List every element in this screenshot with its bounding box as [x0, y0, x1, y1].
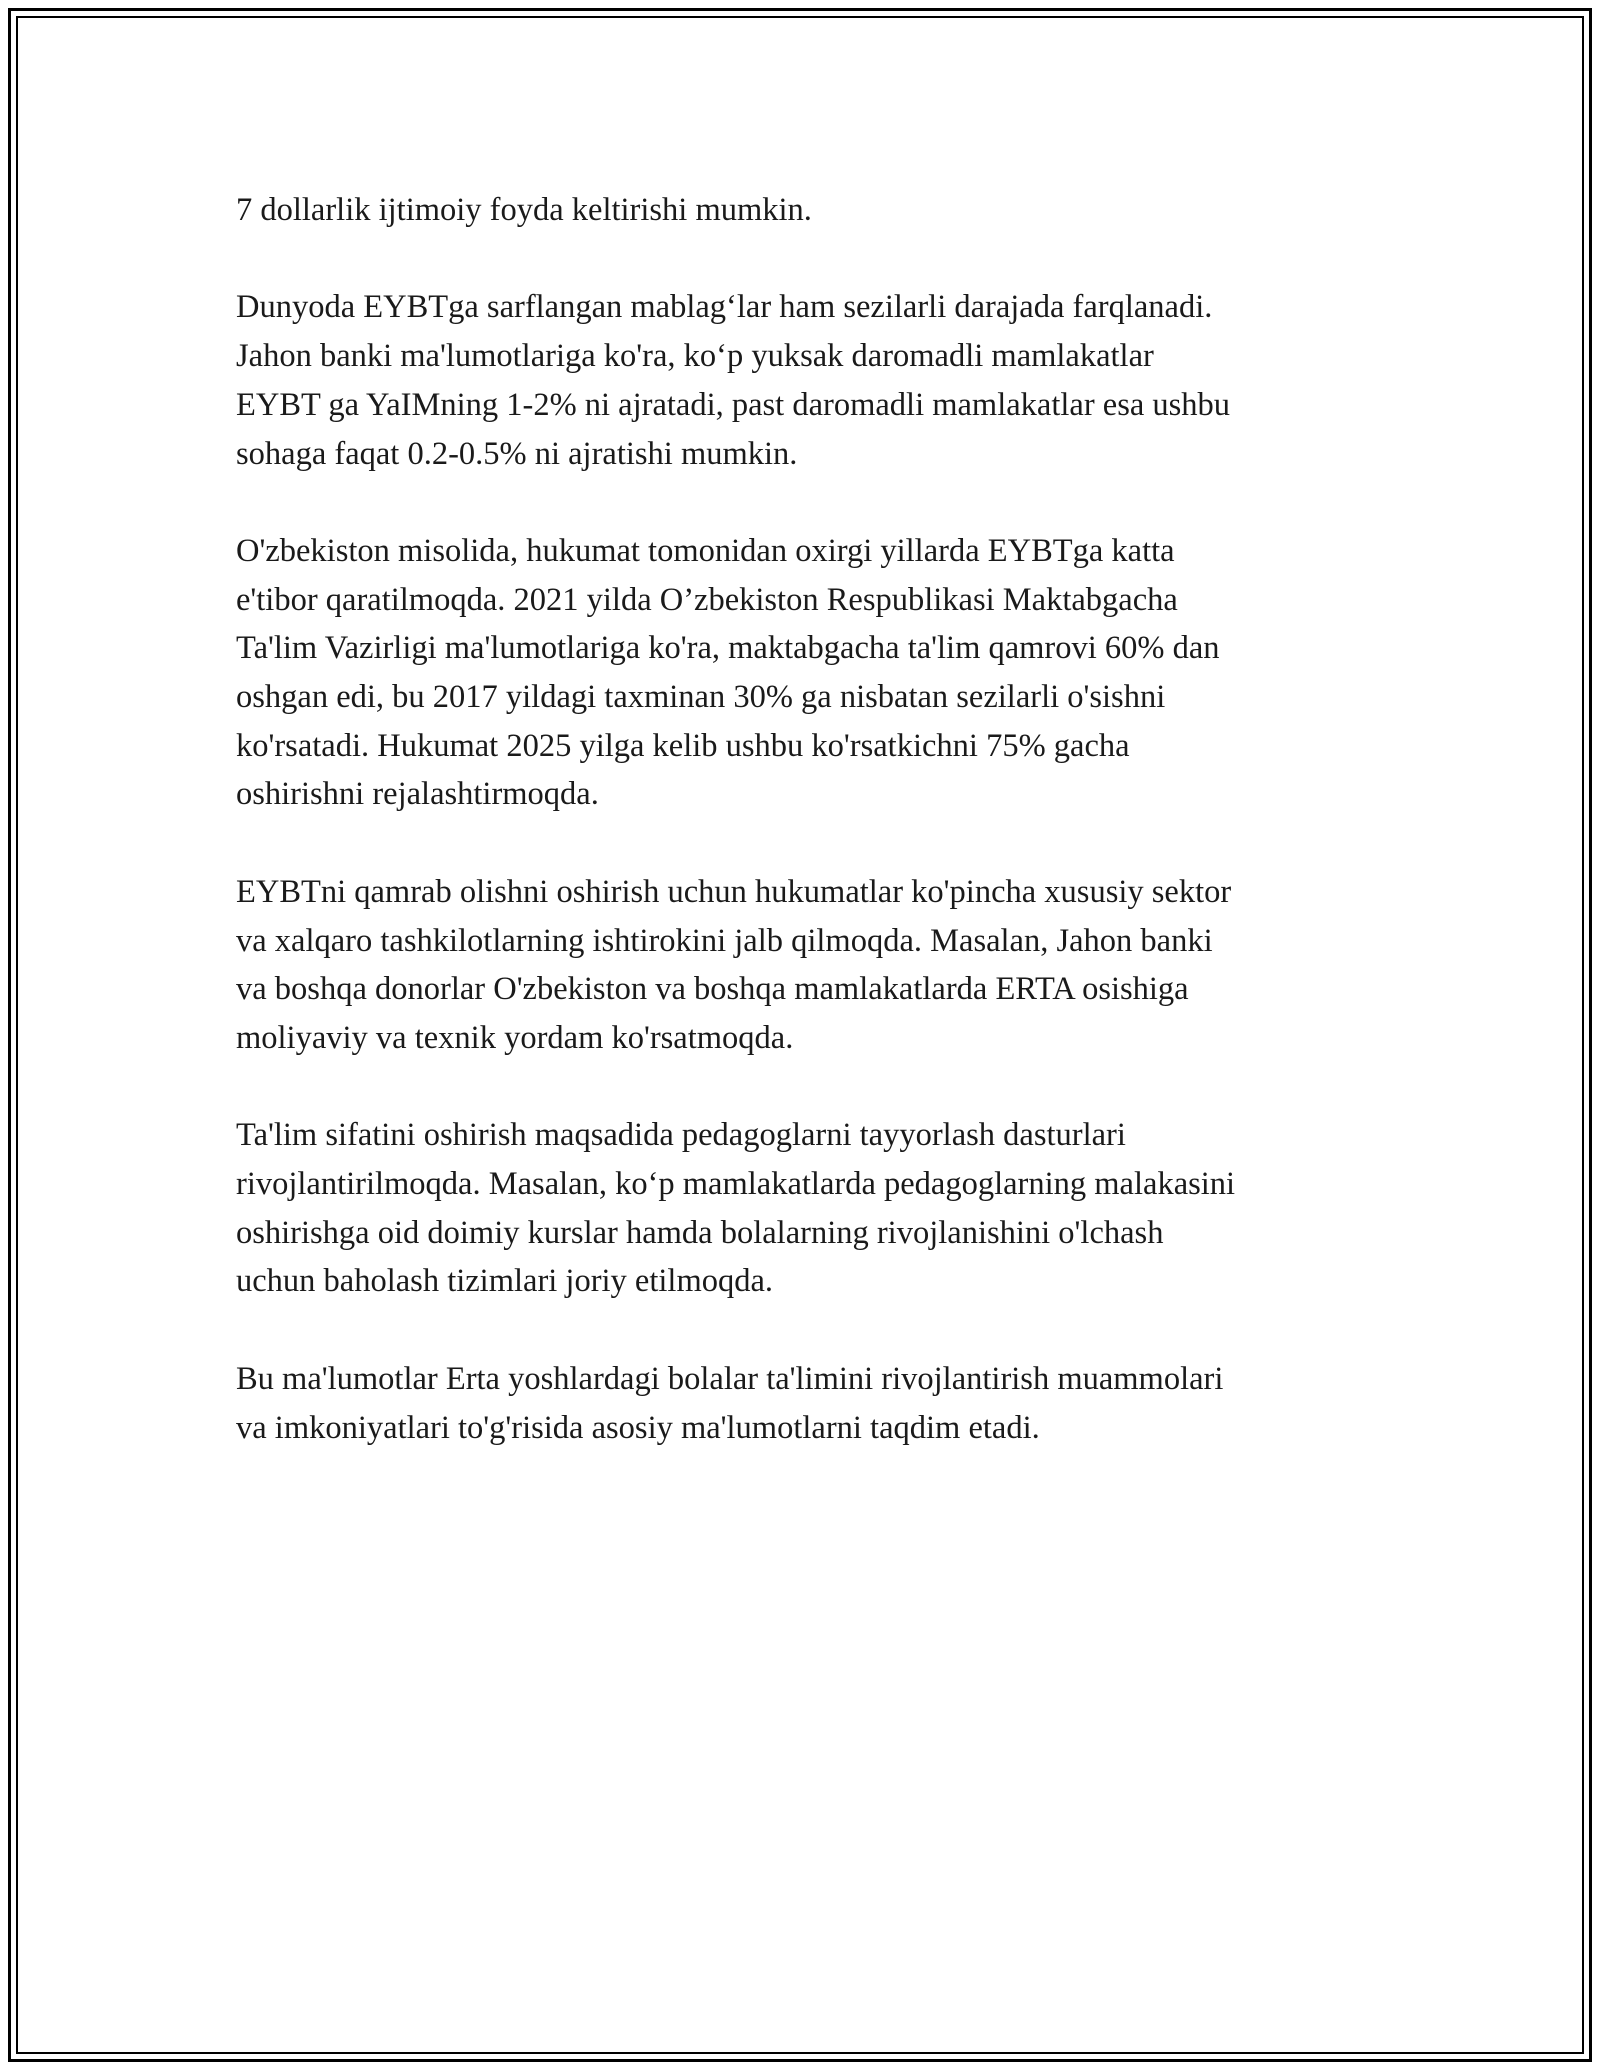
paragraph-5: Ta'lim sifatini oshirish maqsadida pedagoglarni tayyorlash dasturlari rivojlantirilmoqda. Masalan, ko‘p mamlakatlarda pedagoglarning malakasini oshirishga oid doimiy kurslar hamda bolalarning rivojlanishini o'lchash uchun baholash tizimlari joriy etilmoqda. — [236, 1117, 1236, 1300]
paragraph-4: EYBTni qamrab olishni oshirish uchun hukumatlar ko'pincha xususiy sektor va xalqaro tashkilotlarning ishtirokini jalb qilmoqda. Masalan, Jahon banki va boshqa donorlar O'zbekiston va boshqa mamlakatlarda ERTA osishiga moliyaviy va texnik yordam ko'rsatmoqda. — [236, 873, 1232, 1056]
paragraph-1: 7 dollarlik ijtimoiy foyda keltirishi mumkin. — [236, 192, 812, 228]
paragraph-2: Dunyoda EYBTga sarflangan mablag‘lar ham sezilarli darajada farqlanadi. Jahon banki ma'lumotlariga ko'ra, ko‘p yuksak daromadli mamlakatlar EYBT ga YaIMning 1-2% ni ajratadi, past daromadli mamlakatlar esa ushbu sohaga faqat 0.2-0.5% ni ajratishi mumkin. — [236, 289, 1231, 472]
paragraph-6: Bu ma'lumotlar Erta yoshlardagi bolalar ta'limini rivojlantirish muammolari va imkoniyatlari to'g'risida asosiy ma'lumotlarni taqdim etadi. — [236, 1360, 1224, 1446]
paragraph-3: O'zbekiston misolida, hukumat tomonidan oxirgi yillarda EYBTga katta e'tibor qaratilmoqda. 2021 yilda O’zbekiston Respublikasi Maktabgacha Ta'lim Vazirligi ma'lumotlariga ko'ra, maktabgacha ta'lim qamrovi 60% dan oshgan edi, bu 2017 yildagi taxminan 30% ga nisbatan sezilarli o'sishni ko'rsatadi. Hukumat 2025 yilga kelib ushbu ko'rsatkichni 75% gacha oshirishni rejalashtirmoqda. — [236, 532, 1220, 813]
document-body — [236, 186, 1386, 1501]
